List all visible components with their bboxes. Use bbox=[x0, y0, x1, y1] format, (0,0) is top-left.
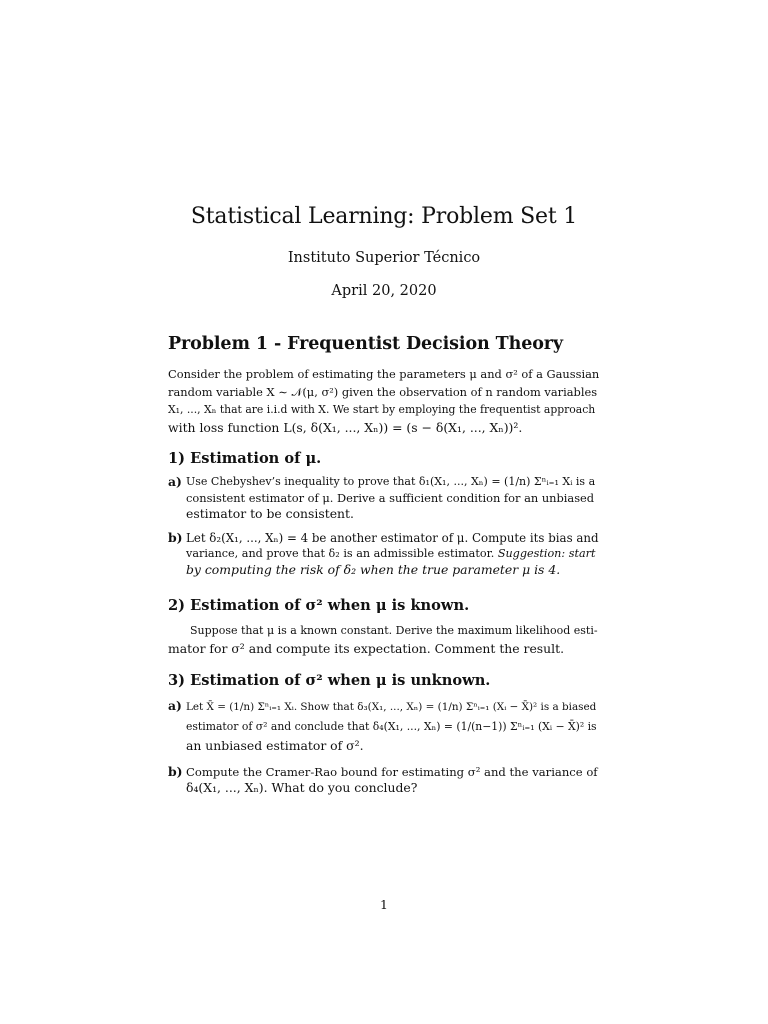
problem-1-heading: Problem 1 - Frequentist Decision Theory bbox=[168, 334, 563, 354]
item-line: estimator to be consistent. bbox=[186, 506, 354, 521]
institution: Instituto Superior Técnico bbox=[287, 250, 481, 266]
section-1-heading: 1) Estimation of μ. bbox=[168, 450, 322, 467]
section-2-heading: 2) Estimation of σ² when μ is known. bbox=[168, 597, 470, 614]
item-label: a) bbox=[168, 474, 182, 489]
intro-line: Consider the problem of estimating the parameters μ and σ² of a Gaussian bbox=[168, 367, 600, 381]
section-1-item-a bbox=[168, 474, 600, 524]
item-line: Let δ₂(X₁, ..., Xₙ) = 4 be another estimator of μ. Compute its bias and bbox=[186, 531, 599, 545]
item-line: variance, and prove that δ₂ is an admissible estimator. bbox=[186, 547, 495, 560]
section-3-item-b bbox=[168, 764, 600, 798]
problem-1-intro bbox=[168, 366, 600, 436]
item-line: Compute the Cramer-Rao bound for estimating σ² and the variance of bbox=[186, 765, 598, 779]
section-3-heading: 3) Estimation of σ² when μ is unknown. bbox=[168, 672, 491, 689]
item-line: Let X̄ = (1/n) Σⁿᵢ₌₁ Xᵢ. Show that δ₃(X₁, ..., Xₙ) = (1/n) Σⁿᵢ₌₁ (Xᵢ − X̄)² is a biased bbox=[186, 701, 597, 713]
item-line: estimator of σ² and conclude that δ₄(X₁, ..., Xₙ) = (1/(n−1)) Σⁿᵢ₌₁ (Xᵢ − X̄)² is bbox=[186, 720, 597, 733]
section-2-paragraph bbox=[168, 622, 600, 657]
paragraph-line: Suppose that μ is a known constant. Derive the maximum likelihood esti- bbox=[190, 624, 598, 637]
item-label: b) bbox=[168, 764, 183, 779]
suggestion-text: by computing the risk of δ₂ when the true parameter μ is 4. bbox=[186, 562, 561, 577]
item-label: a) bbox=[168, 698, 182, 713]
item-line: δ₄(X₁, ..., Xₙ). What do you conclude? bbox=[186, 780, 418, 795]
document-date: April 20, 2020 bbox=[331, 283, 437, 299]
page-number: 1 bbox=[380, 897, 388, 912]
item-line: consistent estimator of μ. Derive a sufficient condition for an unbiased bbox=[186, 491, 595, 505]
item-line: Use Chebyshev’s inequality to prove that δ₁(X₁, ..., Xₙ) = (1/n) Σⁿᵢ₌₁ Xᵢ is a bbox=[186, 475, 596, 488]
section-3-item-a bbox=[168, 698, 600, 754]
document-title: Statistical Learning: Problem Set 1 bbox=[190, 204, 578, 229]
paragraph-line: mator for σ² and compute its expectation. Comment the result. bbox=[168, 640, 565, 656]
section-1-item-b bbox=[168, 530, 600, 580]
suggestion-text: Suggestion: start bbox=[497, 547, 596, 560]
intro-line: X₁, ..., Xₙ that are i.i.d with X. We start by employing the frequentist approach bbox=[168, 403, 596, 417]
intro-line: random variable X ∼ 𝒩(μ, σ²) given the observation of n random variables bbox=[168, 384, 598, 399]
item-label: b) bbox=[168, 530, 183, 545]
item-line: an unbiased estimator of σ². bbox=[186, 738, 364, 753]
intro-line: with loss function L(s, δ(X₁, ..., Xₙ)) = (s − δ(X₁, ..., Xₙ))². bbox=[168, 419, 523, 435]
